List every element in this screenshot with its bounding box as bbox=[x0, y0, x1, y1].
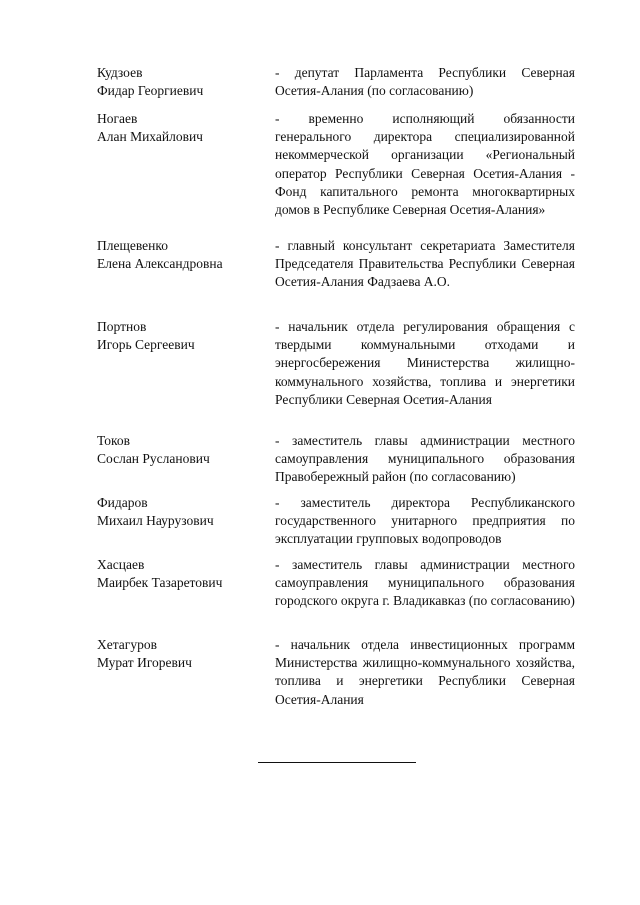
member-name bbox=[97, 556, 267, 592]
member-surname: Плещевенко bbox=[97, 238, 169, 253]
member-given-name: Алан Михайлович bbox=[97, 129, 203, 145]
member-given-name: Маирбек Тазаретович bbox=[97, 575, 223, 591]
member-given-name: Елена Александровна bbox=[97, 256, 223, 272]
member-surname: Хасцаев bbox=[97, 557, 145, 572]
member-name bbox=[97, 494, 267, 530]
member-name bbox=[97, 237, 267, 273]
member-role: - заместитель главы администрации местного самоуправления муниципального образования городского округа г. Владикавказ (по согласованию) bbox=[275, 557, 575, 609]
member-role: - заместитель главы администрации местного самоуправления муниципального образования Правобережный район (по согласованию) bbox=[275, 433, 575, 485]
member-role: - депутат Парламента Республики Северная Осетия-Алания (по согласованию) bbox=[275, 65, 575, 99]
member-given-name: Сослан Русланович bbox=[97, 451, 210, 467]
member-given-name: Фидар Георгиевич bbox=[97, 83, 204, 99]
member-name bbox=[97, 64, 267, 100]
closing-rule bbox=[258, 762, 416, 763]
member-surname: Токов bbox=[97, 433, 130, 448]
member-given-name: Игорь Сергеевич bbox=[97, 337, 195, 353]
member-surname: Хетагуров bbox=[97, 637, 157, 652]
member-surname: Ногаев bbox=[97, 111, 138, 126]
member-role: - начальник отдела инвестиционных программ Министерства жилищно-коммунального хозяйства, топлива и энергетики Республики Северная Осетия-Алания bbox=[275, 637, 575, 707]
member-role: - временно исполняющий обязанности генерального директора специализированной некоммерческой организации «Региональный оператор Республики Северная Осетия-Алания - Фонд капитального ремонта многоквартирных домов в Республике Северная Осетия-Алания» bbox=[275, 111, 575, 218]
member-name bbox=[97, 432, 267, 468]
member-surname: Фидаров bbox=[97, 495, 148, 510]
member-given-name: Мурат Игоревич bbox=[97, 655, 192, 671]
member-surname: Кудзоев bbox=[97, 65, 143, 80]
member-role: - начальник отдела регулирования обращения с твердыми коммунальными отходами и энергосбережения Министерства жилищно-коммунального хозяйства, топлива и энергетики Республики Северная Осетия-Алания bbox=[275, 319, 575, 407]
member-name bbox=[97, 318, 267, 354]
member-surname: Портнов bbox=[97, 319, 147, 334]
member-role: - заместитель директора Республиканского государственного унитарного предприятия по эксплуатации групповых водопроводов bbox=[275, 495, 575, 547]
member-name bbox=[97, 110, 267, 146]
member-given-name: Михаил Наурузович bbox=[97, 513, 214, 529]
member-name bbox=[97, 636, 267, 672]
member-role: - главный консультант секретариата Заместителя Председателя Правительства Республики Северная Осетия-Алания Фадзаева А.О. bbox=[275, 238, 575, 290]
